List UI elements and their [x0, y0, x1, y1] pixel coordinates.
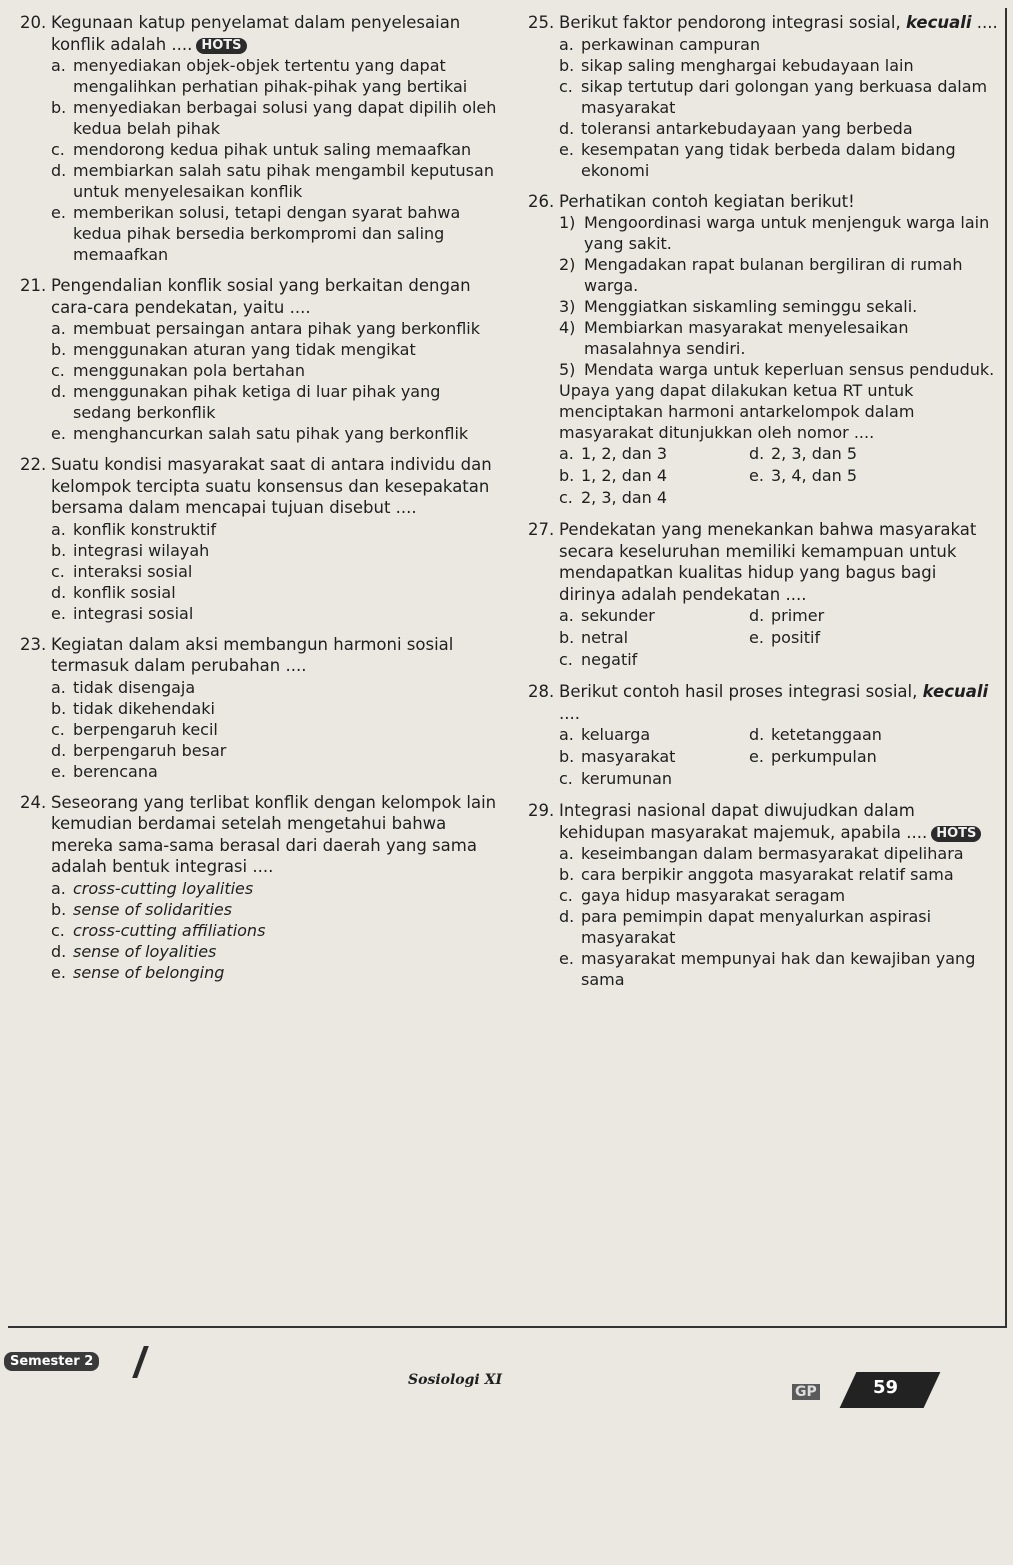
option-letter: d. [749, 444, 765, 463]
question-tail: .... [971, 13, 998, 32]
option-letter: b. [559, 865, 575, 884]
option-text: berpengaruh kecil [73, 719, 218, 739]
option-letter: d. [51, 161, 67, 180]
option-letter: b. [559, 747, 575, 766]
option-letter: e. [559, 139, 574, 159]
question-number: 20. [20, 13, 47, 32]
option-text: sense of belonging [73, 962, 225, 982]
option-letter: b. [559, 628, 575, 647]
option-letter: a. [51, 677, 66, 697]
option-text: masyarakat [581, 747, 676, 766]
option-letter: c. [559, 769, 573, 788]
question-number: 25. [528, 13, 555, 32]
option-letter: c. [51, 920, 65, 940]
question-number: 22. [20, 455, 47, 474]
option-letter: c. [559, 650, 573, 669]
option-text: integrasi wilayah [73, 540, 210, 560]
question-29 [528, 800, 998, 990]
option-text: interaksi sosial [73, 561, 193, 581]
question-number: 28. [528, 682, 555, 701]
option-letter: a. [559, 34, 574, 54]
question-number: 24. [20, 792, 47, 812]
hots-badge: HOTS [931, 826, 981, 842]
question-text: Berikut faktor pendorong integrasi sosial, [559, 13, 901, 32]
subject-title: Sosiologi XI [408, 1372, 503, 1388]
option-letter: a. [559, 444, 574, 463]
option-letter: d. [559, 118, 575, 138]
option-text: toleransi antarkebudayaan yang berbeda [581, 118, 913, 138]
option-letter: b. [51, 899, 67, 919]
option-letter: a. [51, 56, 66, 75]
question-number: 23. [20, 634, 47, 654]
option-letter: c. [51, 361, 65, 380]
question-22 [20, 454, 498, 624]
option-letter: a. [51, 878, 66, 898]
hots-badge: HOTS [196, 38, 246, 54]
option-text: perkawinan campuran [581, 34, 761, 54]
option-text: berpengaruh besar [73, 740, 227, 760]
publisher-logo: GP [792, 1384, 820, 1400]
option-grid [559, 443, 998, 509]
option-text: mendorong kedua pihak untuk saling memaafkan [73, 140, 472, 159]
option-text: 1, 2, dan 3 [581, 444, 668, 463]
option-letter: e. [559, 949, 574, 968]
option-text: masyarakat mempunyai hak dan kewajiban yang sama [581, 949, 976, 989]
question-text: Pendekatan yang menekankan bahwa masyarakat secara keseluruhan memiliki kemampuan untuk mendapatkan kualitas hidup yang bagus bagi dirinya adalah pendekatan .... [559, 520, 977, 604]
option-text: membiarkan salah satu pihak mengambil keputusan untuk menyelesaikan konflik [73, 161, 494, 201]
statement-text: Mengadakan rapat bulanan bergiliran di rumah warga. [584, 255, 963, 295]
option-text: negatif [581, 650, 638, 669]
option-letter: a. [51, 319, 66, 338]
right-column [528, 12, 998, 1000]
option-letter: a. [559, 844, 574, 863]
option-text: sikap saling menghargai kebudayaan lain [581, 55, 914, 75]
option-letter: d. [51, 740, 67, 760]
option-letter: d. [749, 725, 765, 744]
question-number: 26. [528, 191, 555, 211]
option-letter: b. [51, 540, 67, 560]
left-column [20, 12, 498, 993]
question-28 [528, 681, 998, 790]
question-number: 21. [20, 276, 47, 295]
option-text: konflik sosial [73, 582, 176, 602]
option-letter: d. [559, 907, 575, 926]
option-letter: c. [559, 488, 573, 507]
option-text: 2, 3, dan 4 [581, 488, 668, 507]
question-20 [20, 12, 498, 265]
option-grid [559, 724, 998, 790]
option-letter: d. [51, 941, 67, 961]
option-letter: e. [749, 466, 764, 485]
option-letter: e. [51, 203, 66, 222]
option-text: kerumunan [581, 769, 673, 788]
option-letter: c. [51, 719, 65, 739]
option-text: 1, 2, dan 4 [581, 466, 668, 485]
option-letter: d. [749, 606, 765, 625]
question-emphasis: kecuali [906, 13, 972, 32]
option-text: memberikan solusi, tetapi dengan syarat bahwa kedua pihak bersedia berkompromi dan saling memaafkan [73, 203, 461, 264]
question-number: 27. [528, 520, 555, 539]
option-letter: e. [749, 747, 764, 766]
option-text: menghancurkan salah satu pihak yang berkonflik [73, 424, 469, 443]
statement-text: Mendata warga untuk keperluan sensus penduduk. [584, 360, 995, 379]
option-letter: c. [559, 886, 573, 905]
question-21 [20, 275, 498, 444]
question-text: Integrasi nasional dapat diwujudkan dalam kehidupan masyarakat majemuk, apabila .... [559, 801, 928, 842]
question-text: Perhatikan contoh kegiatan berikut! [559, 191, 855, 211]
option-text: tidak dikehendaki [73, 698, 215, 718]
option-text: para pemimpin dapat menyalurkan aspirasi masyarakat [581, 907, 932, 947]
option-text: kesempatan yang tidak berbeda dalam bidang ekonomi [581, 139, 956, 180]
statement-text: Mengoordinasi warga untuk menjenguk warga lain yang sakit. [584, 213, 990, 253]
option-text: konflik konstruktif [73, 519, 217, 539]
option-text: netral [581, 628, 629, 647]
page-footer [0, 1332, 1013, 1565]
decorative-slash [132, 1346, 167, 1378]
option-letter: a. [559, 606, 574, 625]
option-grid [559, 605, 998, 671]
option-text: sikap tertutup dari golongan yang berkuasa dalam masyarakat [581, 76, 988, 117]
option-text: membuat persaingan antara pihak yang berkonflik [73, 319, 481, 338]
option-letter: d. [51, 582, 67, 602]
option-text: berencana [73, 761, 158, 781]
option-text: positif [771, 628, 821, 647]
statement-list [559, 212, 998, 380]
statement-number: 1) [559, 213, 576, 232]
question-25 [528, 12, 998, 181]
statement-text: Menggiatkan siskamling seminggu sekali. [584, 297, 918, 316]
option-text: cross-cutting affiliations [73, 920, 266, 940]
semester-label: Semester 2 [4, 1352, 99, 1371]
question-27 [528, 519, 998, 671]
question-24 [20, 792, 498, 983]
option-text: 2, 3, dan 5 [771, 444, 858, 463]
option-text: integrasi sosial [73, 603, 194, 623]
option-text: menggunakan aturan yang tidak mengikat [73, 340, 416, 359]
question-emphasis: kecuali [922, 682, 989, 701]
question-prompt: Upaya yang dapat dilakukan ketua RT untuk menciptakan harmoni antarkelompok dalam masyarakat ditunjukkan oleh nomor .... [559, 381, 915, 442]
statement-text: Membiarkan masyarakat menyelesaikan masalahnya sendiri. [584, 318, 909, 358]
question-number: 29. [528, 801, 555, 820]
option-text: gaya hidup masyarakat seragam [581, 886, 846, 905]
question-text: Kegiatan dalam aksi membangun harmoni sosial termasuk dalam perubahan .... [51, 634, 454, 675]
option-letter: d. [51, 382, 67, 401]
option-text: cross-cutting loyalities [73, 878, 254, 898]
question-26 [528, 191, 998, 510]
option-letter: c. [51, 561, 65, 581]
option-letter: b. [51, 98, 67, 117]
option-text: cara berpikir anggota masyarakat relatif sama [581, 865, 954, 884]
question-text: Suatu kondisi masyarakat saat di antara individu dan kelompok tercipta suatu konsensus dan kesepakatan bersama dalam mencapai tujuan disebut .... [51, 455, 492, 517]
option-text: menggunakan pihak ketiga di luar pihak yang sedang berkonflik [73, 382, 441, 422]
question-text: Pengendalian konflik sosial yang berkaitan dengan cara-cara pendekatan, yaitu .... [51, 276, 471, 317]
option-letter: e. [749, 628, 764, 647]
option-letter: a. [559, 725, 574, 744]
option-text: tidak disengaja [73, 677, 196, 697]
question-tail: .... [559, 703, 580, 723]
question-text: Berikut contoh hasil proses integrasi sosial, [559, 682, 918, 701]
option-text: 3, 4, dan 5 [771, 466, 858, 485]
statement-number: 5) [559, 360, 576, 379]
option-letter: b. [559, 466, 575, 485]
option-text: menggunakan pola bertahan [73, 361, 306, 380]
option-letter: c. [559, 76, 573, 96]
statement-number: 3) [559, 297, 576, 316]
option-letter: b. [559, 55, 575, 75]
option-text: menyediakan berbagai solusi yang dapat dipilih oleh kedua belah pihak [73, 98, 497, 138]
question-text: Seseorang yang terlibat konflik dengan kelompok lain kemudian berdamai setelah mengetahui bahwa mereka sama-sama berasal dari daerah yang sama adalah bentuk integrasi .... [51, 792, 497, 876]
option-text: keluarga [581, 725, 651, 744]
option-letter: a. [51, 519, 66, 539]
option-letter: e. [51, 761, 66, 781]
option-text: primer [771, 606, 825, 625]
option-letter: e. [51, 603, 66, 623]
option-text: menyediakan objek-objek tertentu yang dapat mengalihkan perhatian pihak-pihak yang bertikai [73, 56, 468, 96]
statement-number: 2) [559, 255, 576, 274]
option-letter: b. [51, 340, 67, 359]
option-letter: e. [51, 962, 66, 982]
question-23 [20, 634, 498, 782]
option-letter: b. [51, 698, 67, 718]
option-letter: e. [51, 424, 66, 443]
option-text: sense of solidarities [73, 899, 232, 919]
page-number: 59 [873, 1377, 899, 1398]
option-text: sekunder [581, 606, 655, 625]
question-text: Kegunaan katup penyelamat dalam penyelesaian konflik adalah .... [51, 13, 461, 54]
option-text: ketetanggaan [771, 725, 882, 744]
option-text: sense of loyalities [73, 941, 217, 961]
option-text: perkumpulan [771, 747, 877, 766]
option-text: keseimbangan dalam bermasyarakat dipelihara [581, 844, 964, 863]
statement-number: 4) [559, 318, 576, 337]
option-letter: c. [51, 140, 65, 159]
